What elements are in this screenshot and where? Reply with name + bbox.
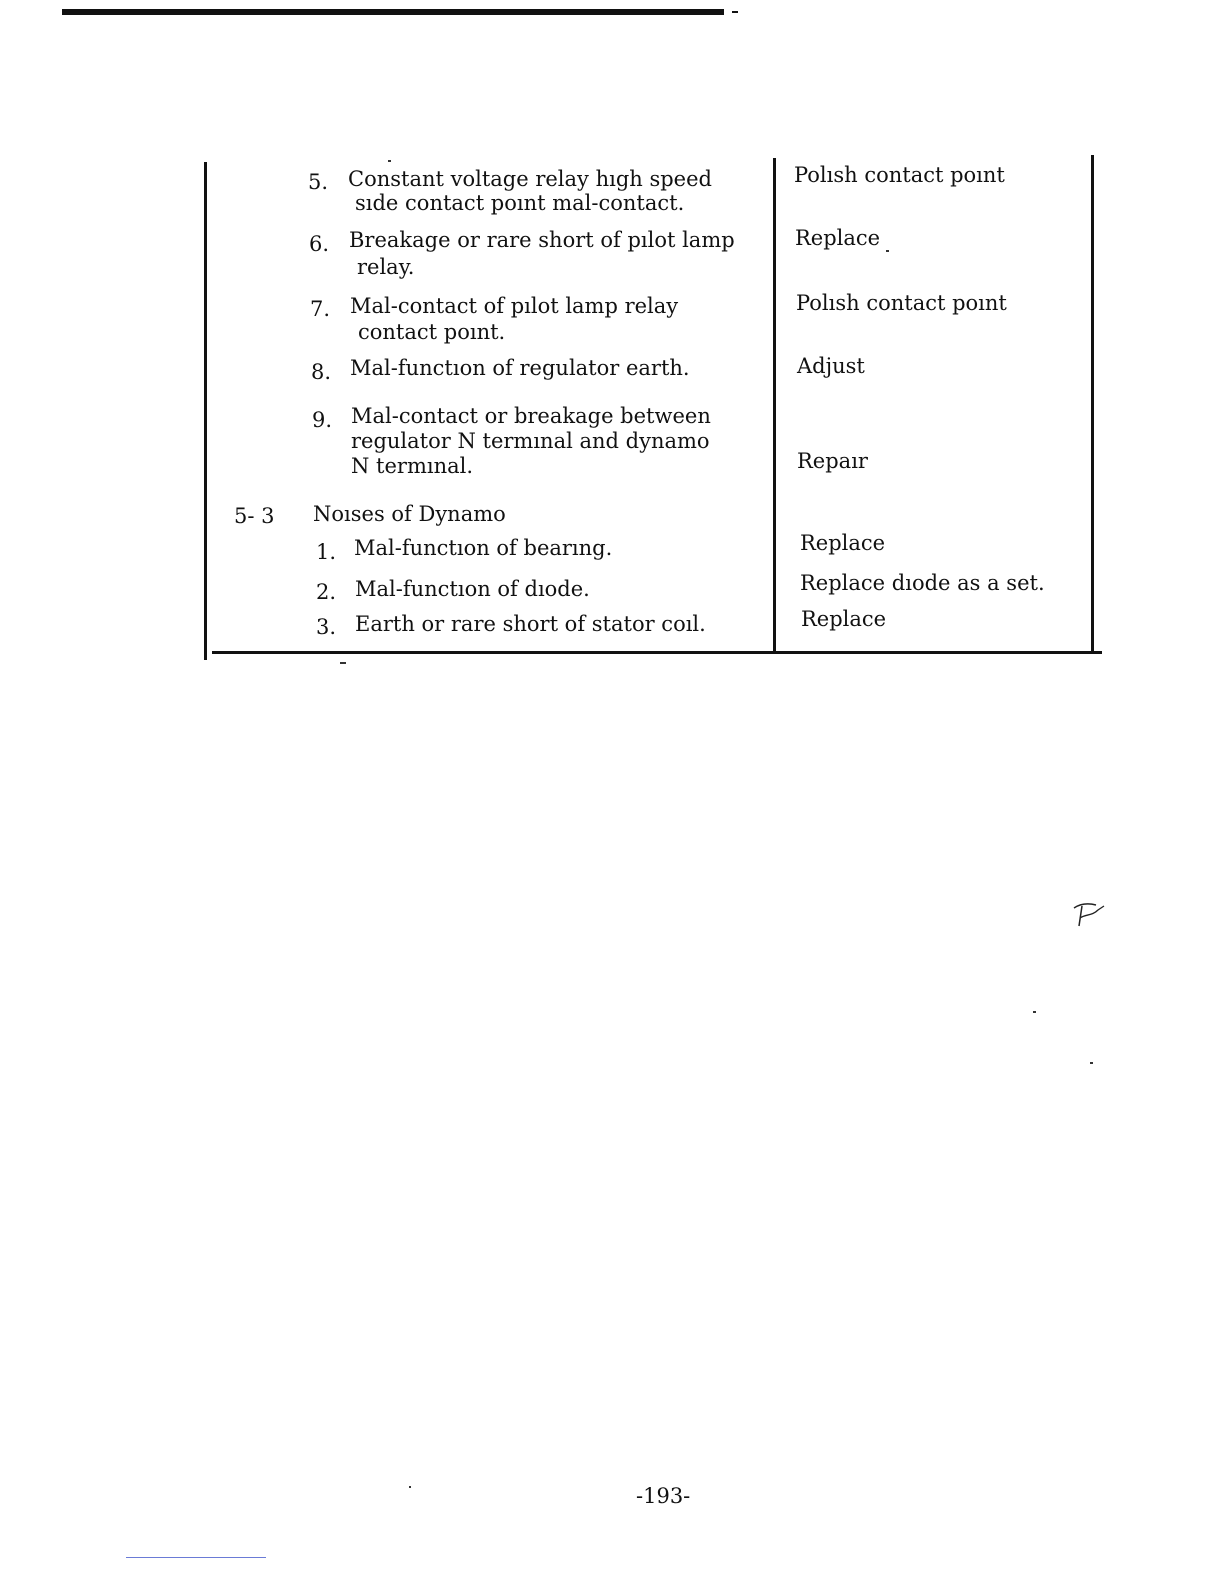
top-rule-dash xyxy=(732,11,738,13)
item-number: 9. xyxy=(312,408,333,432)
table-left-border xyxy=(204,162,207,660)
item-cause-line: sıde contact poınt mal-contact. xyxy=(355,191,685,215)
item-remedy: Replace xyxy=(801,607,887,631)
scan-speck xyxy=(409,1486,411,1488)
item-remedy: Polısh contact poınt xyxy=(794,163,1005,187)
item-cause-line: N termınal. xyxy=(351,454,474,478)
item-remedy: Adjust xyxy=(797,354,865,378)
item-number: 7. xyxy=(310,297,331,321)
table-bottom-border xyxy=(212,651,1102,654)
item-cause-line: Constant voltage relay hıgh speed xyxy=(348,167,712,191)
scan-speck xyxy=(1090,1062,1093,1064)
item-remedy: Replace dıode as a set. xyxy=(800,571,1045,595)
item-remedy: Polısh contact poınt xyxy=(796,291,1007,315)
item-cause-line: Earth or rare short of stator coıl. xyxy=(355,612,706,636)
section-number: 5- 3 xyxy=(234,504,275,528)
item-cause-line: contact poınt. xyxy=(358,320,506,344)
item-cause-line: Breakage or rare short of pılot lamp xyxy=(349,228,735,252)
item-cause-line: Mal-contact of pılot lamp relay xyxy=(350,294,679,318)
table-right-border xyxy=(1091,155,1094,651)
item-cause-line: Mal-functıon of regulator earth. xyxy=(350,356,690,380)
page-number: -193- xyxy=(636,1484,691,1508)
item-cause-line: Mal-functıon of dıode. xyxy=(355,577,590,601)
item-number: 3. xyxy=(316,615,337,639)
item-cause-line: Mal-contact or breakage between xyxy=(351,404,711,428)
item-number: 5. xyxy=(308,170,329,194)
item-remedy: Replace xyxy=(800,531,886,555)
item-number: 8. xyxy=(311,360,332,384)
scan-speck xyxy=(1033,1011,1036,1013)
item-cause-line: relay. xyxy=(357,255,415,279)
footer-rule xyxy=(126,1557,266,1558)
item-number: 2. xyxy=(316,580,337,604)
scan-speck xyxy=(388,160,391,162)
item-cause-line: regulator N termınal and dynamo xyxy=(351,429,710,453)
scan-speck xyxy=(886,250,889,252)
top-rule xyxy=(62,9,724,15)
item-number: 6. xyxy=(309,232,330,256)
item-remedy: Repaır xyxy=(797,449,868,473)
item-cause-line: Mal-functıon of bearıng. xyxy=(354,536,613,560)
item-remedy: Replace xyxy=(795,226,881,250)
handwritten-mark-icon xyxy=(1068,898,1108,932)
scan-speck xyxy=(340,662,346,664)
item-number: 1. xyxy=(316,540,337,564)
section-title: Noıses of Dynamo xyxy=(313,502,506,526)
table-column-divider xyxy=(773,158,776,654)
